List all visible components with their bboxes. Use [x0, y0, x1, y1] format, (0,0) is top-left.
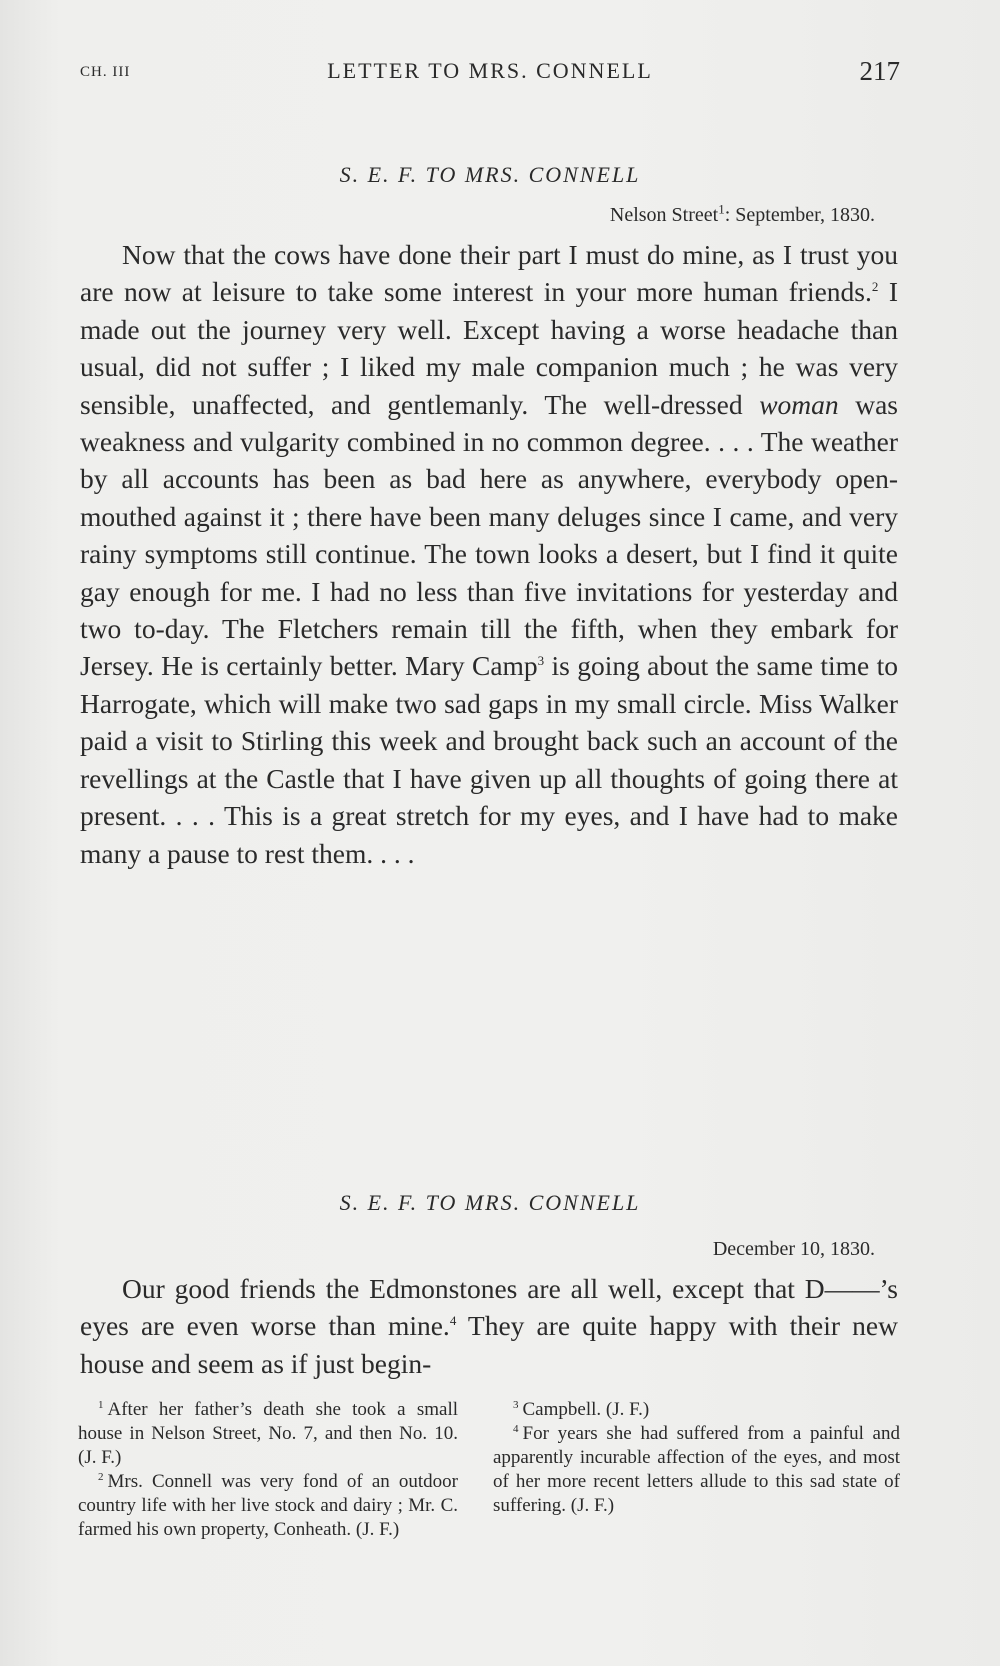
- footnote-4: [493, 1422, 900, 1518]
- footnote-text: Campbell. (J. F.): [522, 1399, 650, 1420]
- footnote-text: For years she had suffered from a painful and apparently incurable affection of the eyes, and most of her more recent letters allude to this sad state of suffering. (J. F.): [493, 1423, 900, 1516]
- letter-paragraph-1: [80, 236, 898, 872]
- text-run: Now that the cows have done their part I must do mine, as I trust you are now at leisure to take some interest in your more human friends.: [80, 239, 898, 308]
- letter-heading-1: S. E. F. TO MRS. CONNELL: [339, 162, 641, 187]
- text-run: They are quite happy with their new house and seem as if just begin-: [80, 1310, 898, 1379]
- text-run: Our good friends the Edmonstones are all well, except that D——’s eyes are even worse than mine.: [80, 1273, 898, 1342]
- footnotes-right-column: [493, 1398, 900, 1518]
- letter-heading-2: S. E. F. TO MRS. CONNELL: [339, 1190, 641, 1215]
- footnotes-left-column: [78, 1398, 458, 1542]
- footnote-number: 2: [98, 1470, 104, 1483]
- letter-body-1: [80, 236, 898, 872]
- footnote-text: Mrs. Connell was very fond of an outdoor country life with her live stock and dairy ; Mr. C. farmed his own property, Conheath. (J. F.): [78, 1471, 458, 1540]
- footnote-ref-1: 1: [718, 201, 725, 217]
- footnote-2: [78, 1470, 458, 1542]
- letter-paragraph-2: [80, 1270, 898, 1382]
- text-run: was weakness and vulgarity combined in no common degree. . . . The weather by all accounts has been as bad here as anywhere, everybody open-mouthed against it ; there have been many deluges since I came, and very rainy symptoms still continue. The town looks a desert, but I find it quite gay enough for me. I had no less than five invitations for yesterday and two to-day. The Fletchers remain till the fifth, when they embark for Jersey. He is certainly better. Mary Camp: [80, 388, 898, 682]
- dateline-date: : September, 1830.: [724, 204, 875, 226]
- footnote-text: After her father’s death she took a small house in Nelson Street, No. 7, and then No. 10. (J. F.): [78, 1399, 458, 1468]
- running-head: [80, 58, 900, 88]
- footnote-ref-2: 2: [871, 279, 879, 295]
- footnote-number: 1: [98, 1398, 104, 1411]
- footnote-1: [78, 1398, 458, 1470]
- letter-dateline-1: [609, 201, 875, 227]
- running-title: LETTER TO MRS. CONNELL: [327, 58, 653, 83]
- footnote-number: 3: [513, 1398, 519, 1411]
- footnote-ref-3: 3: [537, 653, 545, 669]
- footnote-ref-4: 4: [449, 1313, 457, 1329]
- page-number: 217: [859, 56, 900, 86]
- letter-body-2: [80, 1270, 898, 1382]
- letter-dateline-2: December 10, 1830.: [712, 1238, 875, 1260]
- chapter-label: CH. III: [80, 64, 131, 80]
- text-run: I made out the journey very well. Except having a worse headache than usual, did not suffer ; I liked my male companion much ; he was very sensible, unaffected, and gentlemanly. The well-dressed: [80, 276, 898, 420]
- dateline-place: Nelson Street: [609, 204, 719, 226]
- emphasis-text: woman: [759, 388, 839, 420]
- footnote-number: 4: [513, 1422, 519, 1435]
- text-run: is going about the same time to Harrogate, which will make two sad gaps in my small circle. Miss Walker paid a visit to Stirling this week and brought back such an account of the revellings at the Castle that I have given up all thoughts of going there at present. . . . This is a great stretch for my eyes, and I have had to make many a pause to rest them. . . .: [80, 650, 898, 869]
- footnote-3: [493, 1398, 900, 1422]
